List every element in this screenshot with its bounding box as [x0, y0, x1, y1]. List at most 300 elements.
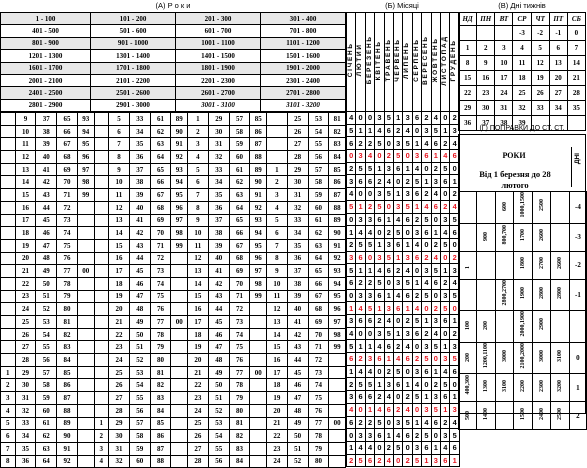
- weekday-cell: [459, 26, 477, 41]
- month-value-cell: 1: [422, 391, 431, 404]
- year-grid-cell: [94, 125, 109, 138]
- month-value-cell: 0: [441, 112, 450, 125]
- year-grid-cell: 3: [267, 189, 288, 202]
- month-value-cell: 4: [394, 353, 403, 366]
- month-value-cell: 3: [365, 429, 374, 442]
- year-grid-cell: [171, 252, 188, 265]
- year-grid-cell: 58: [129, 430, 150, 443]
- month-value-cell: 2: [441, 276, 450, 289]
- year-grid-cell: 28: [109, 404, 130, 417]
- year-grid-cell: 56: [308, 151, 329, 164]
- year-grid-cell: [267, 151, 288, 164]
- year-grid-cell: 11: [188, 239, 209, 252]
- month-value-cell: 0: [431, 289, 440, 302]
- year-grid-cell: 73: [229, 316, 250, 329]
- month-value-cell: 6: [441, 315, 450, 328]
- month-value-cell: 5: [394, 441, 403, 454]
- year-grid-cell: 97: [171, 214, 188, 227]
- corrections-value: 1800: [520, 257, 527, 269]
- weekdays-table: [458, 12, 586, 131]
- weekday-cell: 17: [495, 71, 513, 86]
- year-grid-cell: 24: [188, 404, 209, 417]
- year-range-cell: 101 - 200: [91, 13, 176, 25]
- month-value-cell: 6: [422, 226, 431, 239]
- year-grid-cell: [77, 366, 94, 379]
- year-grid-cell: 80: [150, 354, 171, 367]
- weekday-header-cell: ЧТ: [531, 13, 549, 26]
- month-value-row: [347, 112, 460, 125]
- year-grid-cell: 11: [15, 138, 36, 151]
- year-grid-cell: [94, 151, 109, 164]
- year-grid-cell: 95: [250, 239, 267, 252]
- months-header: (Б) Місяці: [385, 1, 419, 10]
- corrections-cell: [495, 311, 513, 343]
- month-value-cell: 6: [375, 429, 384, 442]
- year-grid-cell: 36: [208, 201, 229, 214]
- month-value-cell: 1: [441, 264, 450, 277]
- corrections-row: [459, 374, 587, 402]
- corrections-cell: [495, 402, 513, 430]
- year-grid-row: [1, 442, 346, 455]
- month-value-cell: 4: [375, 124, 384, 137]
- year-grid-cell: 1: [188, 113, 209, 126]
- month-value-cell: 1: [356, 124, 365, 137]
- month-value-row: [347, 137, 460, 150]
- year-grid-cell: 21: [267, 417, 288, 430]
- weekday-cell: 29: [459, 101, 477, 116]
- year-grid-cell: 60: [129, 455, 150, 468]
- year-grid-cell: 12: [188, 252, 209, 265]
- month-value-cell: 1: [431, 150, 440, 163]
- year-grid-cell: 35: [129, 138, 150, 151]
- corrections-value: 3000: [501, 349, 508, 362]
- year-grid-cell: 15: [15, 189, 36, 202]
- weekday-cell: 1: [459, 41, 477, 56]
- corrections-cell: [551, 192, 569, 224]
- year-grid-cell: [1, 341, 16, 354]
- year-grid-cell: [250, 379, 267, 392]
- year-grid-cell: 23: [109, 341, 130, 354]
- month-value-cell: 0: [365, 188, 374, 201]
- year-grid-cell: [1, 354, 16, 367]
- month-value-cell: 1: [356, 200, 365, 213]
- year-grid-cell: 61: [150, 113, 171, 126]
- weekday-cell: 4: [513, 41, 531, 56]
- weekday-cell: 20: [549, 71, 567, 86]
- year-grid-cell: 95: [77, 138, 94, 151]
- corrections-row: [459, 192, 587, 224]
- month-name-cell: [365, 13, 374, 112]
- year-grid-cell: 8: [267, 252, 288, 265]
- year-grid-cell: 10: [15, 125, 36, 138]
- year-grid-cell: 61: [308, 214, 329, 227]
- month-value-cell: 2: [403, 315, 412, 328]
- year-grid-cell: 27: [15, 341, 36, 354]
- year-grid-cell: 86: [329, 176, 346, 189]
- year-grid-cell: [94, 277, 109, 290]
- year-grid-cell: 47: [36, 239, 57, 252]
- year-grid-cell: 85: [57, 366, 78, 379]
- month-value-row: [347, 340, 460, 353]
- year-range-cell: 801 - 900: [1, 37, 91, 49]
- year-grid-cell: [171, 265, 188, 278]
- month-name: В Е Р Е С Е Н Ь: [422, 37, 430, 85]
- month-value-cell: 2: [347, 238, 356, 251]
- month-value-cell: 6: [412, 251, 421, 264]
- corrections-cell: [495, 374, 513, 402]
- month-value-cell: 4: [403, 124, 412, 137]
- year-grid-cell: 48: [36, 252, 57, 265]
- month-value-row: [347, 276, 460, 289]
- month-value-cell: 0: [394, 175, 403, 188]
- weekday-cell: 2: [477, 41, 495, 56]
- year-grid-cell: 26: [109, 379, 130, 392]
- month-value-cell: 4: [365, 226, 374, 239]
- year-grid-cell: 94: [171, 176, 188, 189]
- year-grid-cell: 64: [229, 201, 250, 214]
- year-grid-cell: 9: [188, 214, 209, 227]
- month-value-cell: 4: [422, 200, 431, 213]
- year-grid-cell: 87: [57, 392, 78, 405]
- year-grid-cell: 20: [15, 252, 36, 265]
- year-grid-cell: [171, 277, 188, 290]
- year-grid-cell: 81: [57, 316, 78, 329]
- year-grid-cell: 75: [308, 392, 329, 405]
- year-grid-cell: 30: [109, 430, 130, 443]
- month-value-cell: 5: [356, 378, 365, 391]
- year-grid-cell: 99: [77, 189, 94, 202]
- year-grid-cell: [329, 430, 346, 443]
- year-grid-cell: 67: [57, 138, 78, 151]
- month-value-cell: 6: [384, 403, 393, 416]
- year-grid-cell: [1, 252, 16, 265]
- year-grid-cell: 52: [208, 404, 229, 417]
- month-value-cell: 6: [431, 276, 440, 289]
- year-grid-cell: 4: [1, 404, 16, 417]
- month-value-cell: 3: [365, 213, 374, 226]
- year-grid-cell: [171, 328, 188, 341]
- month-value-cell: 5: [422, 429, 431, 442]
- year-grid-cell: [250, 430, 267, 443]
- month-value-cell: 3: [394, 200, 403, 213]
- year-grid-cell: [77, 442, 94, 455]
- month-name-cell: [412, 13, 421, 112]
- year-grid-cell: 25: [15, 316, 36, 329]
- month-value-cell: 3: [356, 429, 365, 442]
- corrections-cell: [459, 402, 477, 430]
- year-grid-cell: [267, 125, 288, 138]
- month-value-cell: 2: [375, 315, 384, 328]
- year-grid-cell: 72: [308, 354, 329, 367]
- year-grid-cell: 75: [150, 290, 171, 303]
- month-value-cell: 2: [450, 327, 459, 340]
- month-name-cell: [441, 13, 450, 112]
- year-grid-cell: 64: [36, 455, 57, 468]
- month-value-cell: 6: [450, 150, 459, 163]
- corrections-cell: [459, 251, 477, 279]
- year-grid-cell: 92: [250, 201, 267, 214]
- month-name: Л И С Т О П А Д: [441, 36, 449, 86]
- year-range-row: [1, 50, 346, 62]
- year-grid-cell: [94, 366, 109, 379]
- year-grid-cell: [1, 316, 16, 329]
- weekday-header-cell: ПН: [477, 13, 495, 26]
- year-grid-cell: 57: [308, 163, 329, 176]
- year-grid-cell: [267, 138, 288, 151]
- month-value-cell: 4: [422, 276, 431, 289]
- month-value-cell: 2: [394, 264, 403, 277]
- year-grid-cell: 23: [15, 290, 36, 303]
- year-grid-cell: 27: [188, 442, 209, 455]
- month-value-cell: 1: [422, 175, 431, 188]
- year-grid-cell: 32: [109, 455, 130, 468]
- year-grid-cell: 66: [150, 176, 171, 189]
- month-value-cell: 0: [412, 340, 421, 353]
- month-name: Ч Е Р В Е Н Ь: [394, 40, 402, 82]
- month-value-cell: 3: [441, 213, 450, 226]
- year-grid-cell: 13: [15, 163, 36, 176]
- corrections-value: 2000,1900: [520, 311, 527, 337]
- year-grid-cell: 99: [250, 290, 267, 303]
- corrections-value: 2500: [538, 199, 545, 212]
- year-grid-cell: 53: [129, 366, 150, 379]
- month-value-cell: 6: [384, 340, 393, 353]
- month-value-cell: 6: [441, 454, 450, 467]
- month-value-cell: 0: [356, 112, 365, 125]
- year-grid-cell: 21: [109, 316, 130, 329]
- month-value-cell: 6: [356, 315, 365, 328]
- year-grid-cell: [1, 201, 16, 214]
- month-name: С І Ч Е Н Ь: [347, 44, 354, 78]
- year-grid-cell: 66: [57, 125, 78, 138]
- corrections-cell: [532, 342, 550, 374]
- year-grid-cell: [250, 303, 267, 316]
- month-value-row: [347, 188, 460, 201]
- month-value-cell: 3: [450, 264, 459, 277]
- year-grid-cell: 28: [287, 151, 308, 164]
- year-grid-cell: 22: [15, 277, 36, 290]
- month-value-cell: 2: [403, 391, 412, 404]
- weekday-cell: 3: [495, 41, 513, 56]
- month-value-cell: 0: [422, 162, 431, 175]
- year-grid-row: [1, 151, 346, 164]
- year-grid-cell: 76: [150, 303, 171, 316]
- year-grid-cell: 26: [188, 430, 209, 443]
- year-grid-cell: 81: [150, 366, 171, 379]
- month-value-cell: 1: [384, 213, 393, 226]
- year-grid-cell: [77, 201, 94, 214]
- year-grid-cell: 87: [250, 138, 267, 151]
- weekday-cell: 35: [567, 101, 585, 116]
- month-value-cell: 3: [422, 340, 431, 353]
- year-grid-cell: 97: [329, 316, 346, 329]
- year-grid-cell: [77, 290, 94, 303]
- year-grid-cell: 8: [188, 201, 209, 214]
- weekday-cell: 15: [459, 71, 477, 86]
- month-value-cell: 6: [347, 353, 356, 366]
- weekday-row: [459, 26, 586, 41]
- year-grid-cell: [1, 163, 16, 176]
- month-value-cell: 5: [431, 340, 440, 353]
- month-value-cell: 3: [365, 353, 374, 366]
- month-value-cell: 5: [450, 289, 459, 302]
- year-grid-cell: 71: [229, 290, 250, 303]
- month-value-cell: 3: [384, 378, 393, 391]
- corrections-cell: [551, 223, 569, 251]
- year-grid-cell: 73: [150, 265, 171, 278]
- year-grid-cell: 19: [267, 392, 288, 405]
- month-value-cell: 6: [450, 365, 459, 378]
- corrections-row: [459, 223, 587, 251]
- month-value-cell: 6: [384, 264, 393, 277]
- month-name-cell: [394, 13, 403, 112]
- month-value-cell: 4: [412, 302, 421, 315]
- year-grid-cell: 81: [229, 417, 250, 430]
- weekday-cell: 26: [531, 86, 549, 101]
- year-grid-cell: 16: [188, 303, 209, 316]
- year-grid-cell: 13: [188, 265, 209, 278]
- year-grid-cell: 62: [229, 176, 250, 189]
- month-value-row: [347, 302, 460, 315]
- year-grid-cell: 52: [129, 354, 150, 367]
- month-name-cell: [403, 13, 412, 112]
- year-range-cell: 1501 - 1600: [261, 50, 346, 62]
- year-grid-cell: [250, 455, 267, 468]
- year-grid-cell: 37: [36, 113, 57, 126]
- year-range-cell: 2101 - 2200: [91, 74, 176, 86]
- year-grid-cell: 6: [188, 176, 209, 189]
- year-grid-cell: [94, 341, 109, 354]
- year-grid-cell: 14: [188, 277, 209, 290]
- month-value-cell: 2: [403, 454, 412, 467]
- year-grid-cell: 90: [250, 176, 267, 189]
- month-value-cell: 6: [441, 391, 450, 404]
- year-grid-cell: 5: [267, 214, 288, 227]
- year-grid-cell: 64: [150, 151, 171, 164]
- year-grid-cell: 82: [150, 379, 171, 392]
- month-value-cell: 1: [450, 391, 459, 404]
- corrections-cell: [459, 374, 477, 402]
- year-grid-cell: 54: [208, 430, 229, 443]
- month-value-cell: 2: [431, 162, 440, 175]
- year-grid-cell: 31: [109, 442, 130, 455]
- year-grid-row: [1, 252, 346, 265]
- weekday-cell: -2: [531, 26, 549, 41]
- year-grid-cell: 10: [267, 277, 288, 290]
- corrections-day-value: 1: [569, 374, 586, 402]
- year-grid-cell: 14: [109, 227, 130, 240]
- month-value-cell: 5: [450, 213, 459, 226]
- weekday-cell: [477, 26, 495, 41]
- weekday-cell: 6: [549, 41, 567, 56]
- year-grid-cell: 51: [129, 341, 150, 354]
- month-value-cell: 1: [394, 327, 403, 340]
- corrections-cell: [477, 279, 495, 311]
- weekday-row: [459, 71, 586, 86]
- year-grid-cell: 24: [267, 455, 288, 468]
- year-grid-cell: [77, 328, 94, 341]
- year-grid-cell: 55: [129, 392, 150, 405]
- year-grid-cell: 75: [57, 239, 78, 252]
- year-grid-cell: 93: [329, 265, 346, 278]
- month-value-cell: 6: [450, 441, 459, 454]
- year-grid-cell: 13: [109, 214, 130, 227]
- month-value-cell: 2: [375, 454, 384, 467]
- weekday-cell: 13: [549, 56, 567, 71]
- year-range-cell: 1001 - 1100: [176, 37, 261, 49]
- year-grid-cell: 93: [77, 113, 94, 126]
- year-grid-cell: 63: [229, 189, 250, 202]
- year-grid-cell: 72: [57, 201, 78, 214]
- month-value-row: [347, 175, 460, 188]
- month-value-cell: 2: [412, 213, 421, 226]
- month-value-cell: 0: [403, 365, 412, 378]
- year-grid-cell: 37: [129, 163, 150, 176]
- year-grid-cell: 47: [287, 392, 308, 405]
- month-value-cell: 3: [431, 391, 440, 404]
- month-value-cell: 5: [384, 251, 393, 264]
- year-grid-cell: 3: [1, 392, 16, 405]
- year-range-cell: 2301 - 2400: [261, 74, 346, 86]
- corrections-row: [459, 311, 587, 343]
- weekday-row: [459, 41, 586, 56]
- year-grid-cell: [250, 417, 267, 430]
- year-grid-cell: 70: [57, 176, 78, 189]
- month-value-cell: 0: [384, 276, 393, 289]
- month-value-cell: 1: [365, 403, 374, 416]
- year-grid-row: [1, 392, 346, 405]
- year-grid-cell: 19: [188, 341, 209, 354]
- month-value-row: [347, 391, 460, 404]
- month-value-cell: 6: [422, 365, 431, 378]
- month-value-cell: 2: [431, 302, 440, 315]
- month-value-cell: 3: [347, 391, 356, 404]
- month-value-cell: 1: [422, 454, 431, 467]
- year-grid-cell: 63: [36, 442, 57, 455]
- month-value-cell: 3: [441, 289, 450, 302]
- corrections-cell: [477, 223, 495, 251]
- weekday-row: [459, 101, 586, 116]
- month-value-cell: 0: [375, 226, 384, 239]
- year-grid-cell: 43: [129, 239, 150, 252]
- year-grid-cell: [1, 303, 16, 316]
- month-value-cell: 4: [347, 188, 356, 201]
- corrections-cell: [477, 192, 495, 224]
- year-grid-cell: 65: [150, 163, 171, 176]
- month-value-cell: 3: [431, 315, 440, 328]
- month-value-cell: 1: [412, 416, 421, 429]
- month-value-row: [347, 226, 460, 239]
- month-value-cell: 1: [403, 378, 412, 391]
- year-grid-cell: 84: [229, 455, 250, 468]
- year-grid-cell: 9: [109, 163, 130, 176]
- year-range-cell: 1801 - 1900: [176, 62, 261, 74]
- month-name-cell: [347, 13, 356, 112]
- corrections-value: 2200: [520, 379, 527, 392]
- year-grid-cell: 53: [308, 113, 329, 126]
- month-value-cell: 4: [394, 429, 403, 442]
- year-grid-cell: 66: [308, 277, 329, 290]
- year-grid-cell: 71: [57, 189, 78, 202]
- year-grid-cell: 24: [15, 303, 36, 316]
- year-grid-cell: 46: [36, 227, 57, 240]
- month-value-cell: 3: [412, 150, 421, 163]
- month-name: Г Р У Д Е Н Ь: [450, 40, 458, 82]
- year-grid-cell: [94, 201, 109, 214]
- month-value-cell: 4: [375, 264, 384, 277]
- year-grid-cell: 69: [57, 163, 78, 176]
- year-grid-cell: 3: [188, 138, 209, 151]
